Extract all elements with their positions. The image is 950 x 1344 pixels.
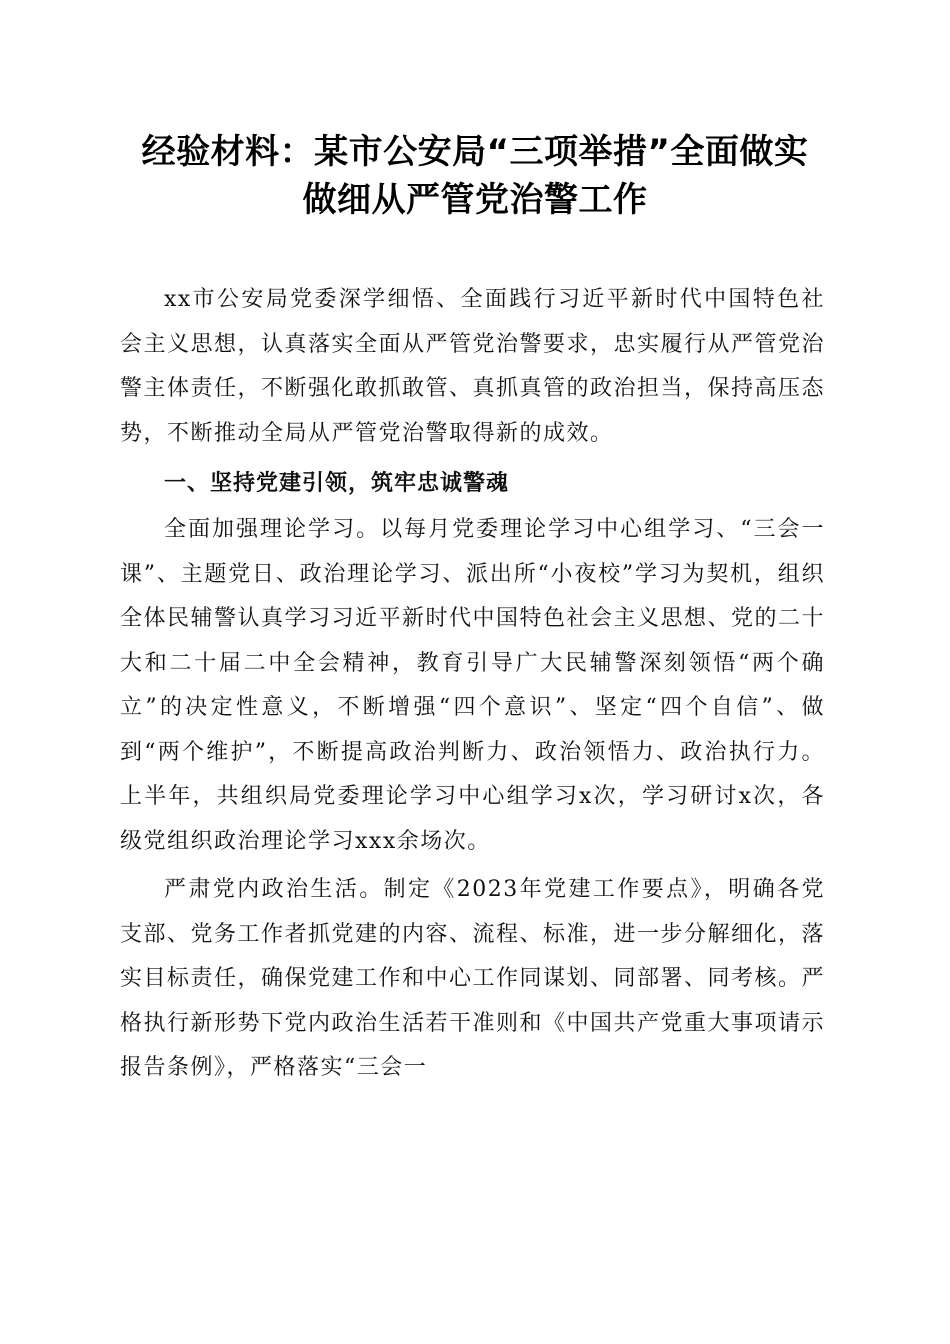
paragraph-theory-study: 全面加强理论学习。以每月党委理论学习中心组学习、“三会一课”、主题党日、政治理论学习、派出所“小夜校”学习为契机，组织全体民辅警认真学习习近平新时代中国特色社会主义思想、党的二十大和二十届二中全会精神，教育引导广大民辅警深刻领悟“两个确立”的决定性意义，不断增强“四个意识”、坚定“四个自信”、做到“两个维护”，不断提高政治判断力、政治领悟力、政治执行力。上半年，共组织局党委理论学习中心组学习x次，学习研讨x次，各级党组织政治理论学习xxx余场次。 — [120, 517, 826, 854]
section-heading-1: 一、坚持党建引领，筑牢忠诚警魂 — [164, 471, 510, 496]
paragraph-political-life: 严肃党内政治生活。制定《2023年党建工作要点》，明确各党支部、党务工作者抓党建的内容、流程、标准，进一步分解细化，落实目标责任，确保党建工作和中心工作同谋划、同部署、同考核。严格执行新形势下党内政治生活若干准则和《中国共产党重大事项请示报告条例》，严格落实“三会一 — [120, 877, 826, 1080]
title-line-2: 做细从严管党治警工作 — [302, 180, 648, 220]
title-line-1: 经验材料：某市公安局“三项举措”全面做实 — [141, 132, 809, 172]
document-body — [120, 278, 825, 1095]
document-title — [100, 128, 850, 224]
intro-paragraph: xx市公安局党委深学细悟、全面践行习近平新时代中国特色社会主义思想，认真落实全面从严管党治警要求，忠实履行从严管党治警主体责任，不断强化敢抓敢管、真抓真管的政治担当，保持高压态势，不断推动全局从严管党治警取得新的成效。 — [120, 287, 826, 446]
